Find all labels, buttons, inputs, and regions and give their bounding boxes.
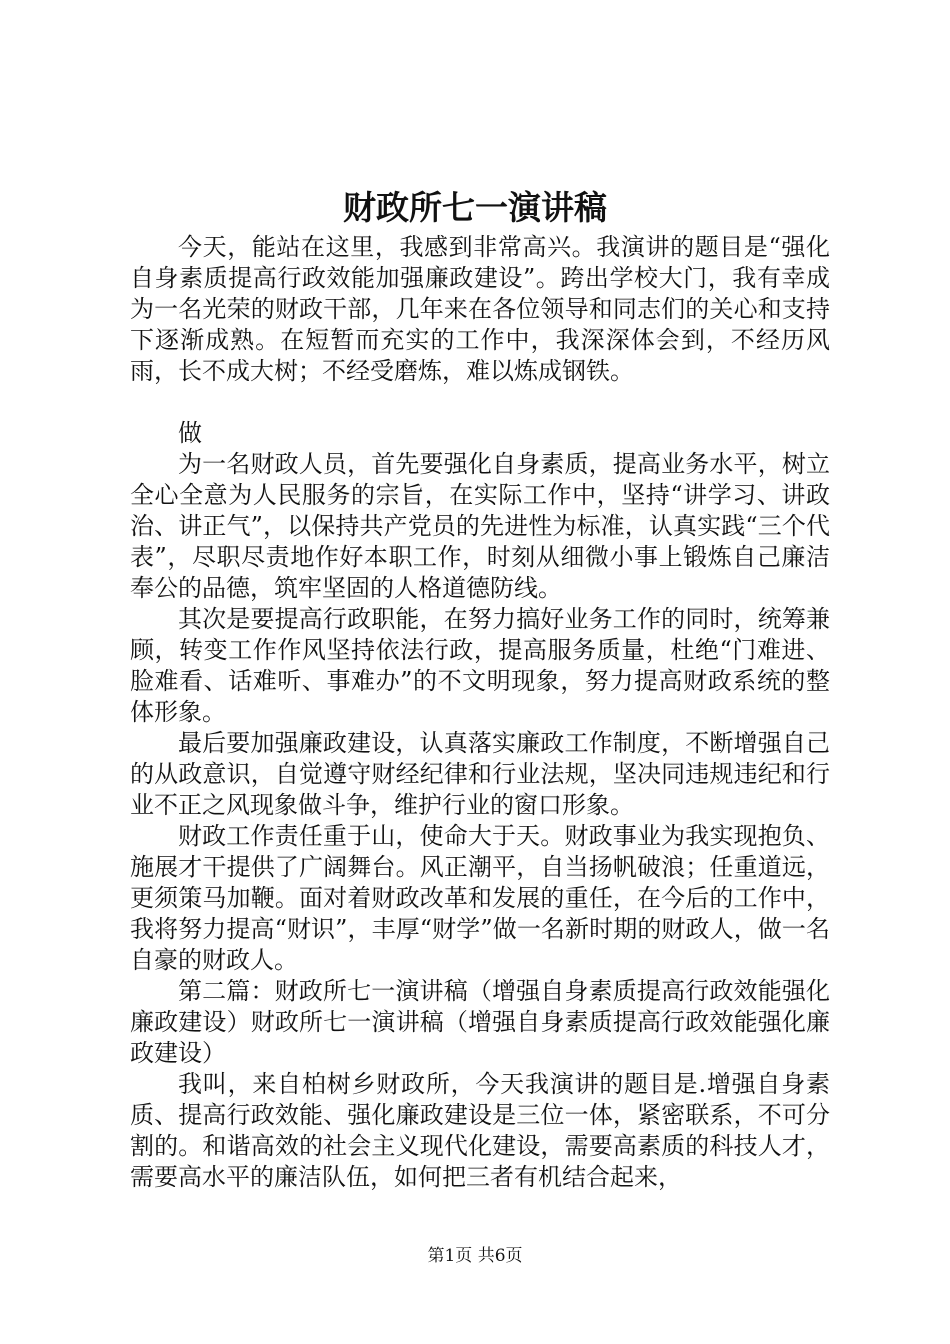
paragraph-self-quality: 为一名财政人员，首先要强化自身素质，提高业务水平，树立全心全意为人民服务的宗旨，在实际工作中，坚持“讲学习、讲政治、讲正气”，以保持共产党员的先进性为标准，认真实践“三个代表”，尽职尽责地作好本职工作，时刻从细微小事上锻炼自己廉洁奉公的品德，筑牢坚固的人格道德防线。 — [130, 450, 830, 602]
paragraph-responsibility: 财政工作责任重于山，使命大于天。财政事业为我实现抱负、施展才干提供了广阔舞台。风正潮平，自当扬帆破浪；任重道远，更须策马加鞭。面对着财政改革和发展的重任，在今后的工作中，我将努力提高“财识”，丰厚“财学”做一名新时期的财政人，做一名自豪的财政人。 — [130, 822, 830, 974]
paragraph-fragment: 做 — [178, 419, 202, 447]
paragraph-intro: 今天，能站在这里，我感到非常高兴。我演讲的题目是“强化自身素质提高行政效能加强廉政建设”。跨出学校大门，我有幸成为一名光荣的财政干部，几年来在各位领导和同志们的关心和支持下逐渐成熟。在短暂而充实的工作中，我深深体会到，不经历风雨，长不成大树；不经受磨炼，难以炼成钢铁。 — [130, 233, 830, 385]
document-title: 财政所七一演讲稿 — [343, 188, 607, 227]
paragraph-second-title: 第二篇：财政所七一演讲稿（增强自身素质提高行政效能强化廉政建设）财政所七一演讲稿（增强自身素质提高行政效能强化廉政建设） — [130, 977, 830, 1067]
document-body — [130, 232, 830, 1193]
paragraph-integrity: 最后要加强廉政建设，认真落实廉政工作制度，不断增强自己的从政意识，自觉遵守财经纪律和行业法规，坚决同违规违纪和行业不正之风现象做斗争，维护行业的窗口形象。 — [130, 729, 830, 819]
paragraph-second-body: 我叫，来自柏树乡财政所，今天我演讲的题目是.增强自身素质、提高行政效能、强化廉政建设是三位一体，紧密联系，不可分割的。和谐高效的社会主义现代化建设，需要高素质的科技人才，需要高水平的廉洁队伍，如何把三者有机结合起来， — [130, 1070, 830, 1191]
page-footer: 第1页 共6页 — [427, 1246, 523, 1266]
paragraph-administrative: 其次是要提高行政职能，在努力搞好业务工作的同时，统筹兼顾，转变工作作风坚持依法行政，提高服务质量，杜绝“门难进、脸难看、话难听、事难办”的不文明现象，努力提高财政系统的整体形象。 — [130, 605, 830, 726]
